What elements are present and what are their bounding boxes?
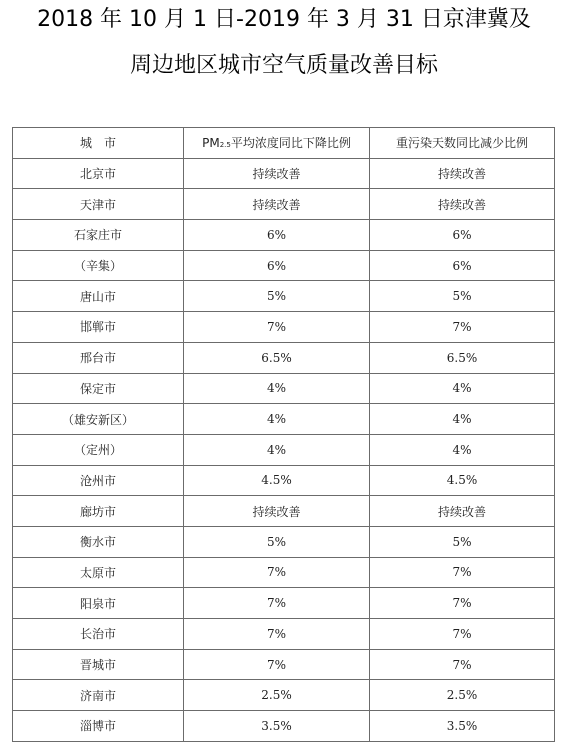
city-cell: 太原市: [13, 557, 184, 588]
table-row: [13, 189, 555, 220]
days-cell: 2.5%: [370, 680, 555, 711]
city-cell: 衡水市: [13, 526, 184, 557]
days-cell: 7%: [370, 588, 555, 619]
city-cell: 晋城市: [13, 649, 184, 680]
days-cell: 7%: [370, 649, 555, 680]
pm25-cell: 7%: [184, 312, 370, 343]
city-cell: 廊坊市: [13, 496, 184, 527]
pm25-cell: 4%: [184, 404, 370, 435]
pm25-cell: 6%: [184, 250, 370, 281]
pm25-cell: 4.5%: [184, 465, 370, 496]
days-cell: 7%: [370, 619, 555, 650]
city-cell: 石家庄市: [13, 220, 184, 251]
city-cell: （定州）: [13, 434, 184, 465]
city-cell: 天津市: [13, 189, 184, 220]
pm25-cell: 7%: [184, 557, 370, 588]
days-cell: 持续改善: [370, 189, 555, 220]
table-row: [13, 250, 555, 281]
table-row: [13, 342, 555, 373]
table-row: [13, 281, 555, 312]
pm25-cell: 7%: [184, 649, 370, 680]
header-pm-prefix: PM: [202, 136, 220, 151]
header-pm-subscript: 2.5: [219, 141, 231, 150]
header-heavy-pollution-days-reduction: 重污染天数同比减少比例: [370, 128, 555, 159]
days-cell: 6.5%: [370, 342, 555, 373]
table-row: [13, 158, 555, 189]
days-cell: 持续改善: [370, 158, 555, 189]
pm25-cell: 持续改善: [184, 158, 370, 189]
days-cell: 7%: [370, 557, 555, 588]
pm25-cell: 4%: [184, 373, 370, 404]
table-row: [13, 220, 555, 251]
table-row: [13, 465, 555, 496]
header-pm-suffix: 平均浓度同比下降比例: [230, 136, 351, 151]
days-cell: 6%: [370, 250, 555, 281]
city-cell: 阳泉市: [13, 588, 184, 619]
city-cell: 邯郸市: [13, 312, 184, 343]
table-row: [13, 404, 555, 435]
days-cell: 持续改善: [370, 496, 555, 527]
city-cell: 沧州市: [13, 465, 184, 496]
city-cell: 保定市: [13, 373, 184, 404]
header-pm25-reduction: [184, 128, 370, 159]
pm25-cell: 6.5%: [184, 342, 370, 373]
pm25-cell: 7%: [184, 588, 370, 619]
pm25-cell: 7%: [184, 619, 370, 650]
days-cell: 6%: [370, 220, 555, 251]
city-cell: 济南市: [13, 680, 184, 711]
table-row: [13, 373, 555, 404]
city-cell: （雄安新区）: [13, 404, 184, 435]
pm25-cell: 5%: [184, 526, 370, 557]
city-cell: 长治市: [13, 619, 184, 650]
table-header-row: [13, 128, 555, 159]
days-cell: 3.5%: [370, 711, 555, 742]
city-cell: （辛集）: [13, 250, 184, 281]
table-row: [13, 649, 555, 680]
city-cell: 唐山市: [13, 281, 184, 312]
header-city: 城 市: [13, 128, 184, 159]
days-cell: 5%: [370, 281, 555, 312]
table-row: [13, 557, 555, 588]
days-cell: 4.5%: [370, 465, 555, 496]
table-row: [13, 496, 555, 527]
days-cell: 7%: [370, 312, 555, 343]
days-cell: 5%: [370, 526, 555, 557]
pm25-cell: 6%: [184, 220, 370, 251]
city-cell: 邢台市: [13, 342, 184, 373]
table-row: [13, 588, 555, 619]
pm25-cell: 5%: [184, 281, 370, 312]
city-cell: 北京市: [13, 158, 184, 189]
table-row: [13, 711, 555, 742]
pm25-cell: 持续改善: [184, 189, 370, 220]
table-row: [13, 526, 555, 557]
table-row: [13, 680, 555, 711]
table-row: [13, 312, 555, 343]
days-cell: 4%: [370, 434, 555, 465]
pm25-cell: 持续改善: [184, 496, 370, 527]
pm25-cell: 3.5%: [184, 711, 370, 742]
pm25-cell: 2.5%: [184, 680, 370, 711]
days-cell: 4%: [370, 373, 555, 404]
air-quality-targets-table: [12, 127, 555, 742]
pm25-cell: 4%: [184, 434, 370, 465]
table-row: [13, 619, 555, 650]
page-title-line-1: 2018 年 10 月 1 日-2019 年 3 月 31 日京津冀及: [37, 7, 531, 32]
city-cell: 淄博市: [13, 711, 184, 742]
table-row: [13, 434, 555, 465]
page-title-line-2: 周边地区城市空气质量改善目标: [129, 53, 438, 78]
days-cell: 4%: [370, 404, 555, 435]
